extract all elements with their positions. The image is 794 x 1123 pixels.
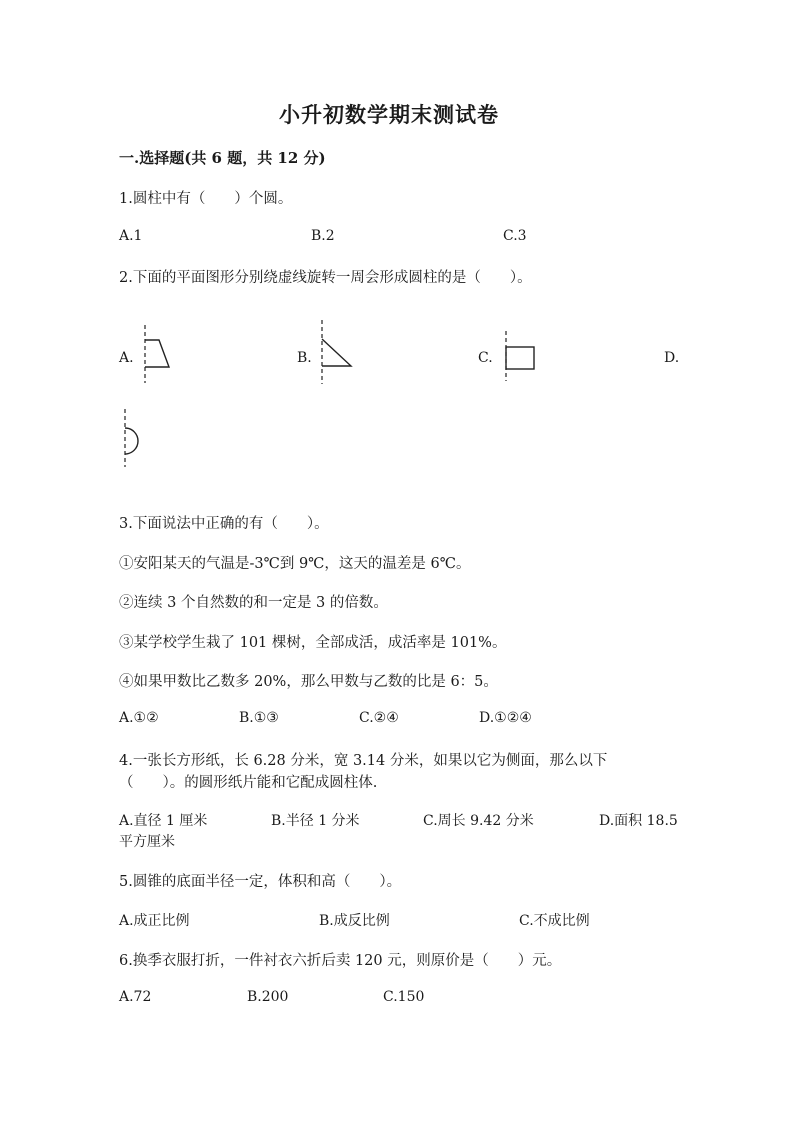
q2-figure-b-triangle [315, 320, 355, 386]
question-5-stem: 5.圆锥的底面半径一定，体积和高（ ）。 [119, 874, 402, 890]
q1-option-c: C.3 [503, 228, 527, 244]
q3-option-d: D.①②④ [479, 710, 532, 726]
question-1-stem: 1.圆柱中有（ ）个圆。 [119, 191, 293, 207]
q4-option-a: A.直径 1 厘米 [119, 813, 208, 829]
q5-option-a: A.成正比例 [119, 913, 190, 929]
q4-option-c: C.周长 9.42 分米 [423, 813, 534, 829]
q3-statement-3: ③某学校学生栽了 101 棵树，全部成活，成活率是 101%。 [119, 635, 507, 651]
question-6-stem: 6.换季衣服打折，一件衬衣六折后卖 120 元，则原价是（ ）元。 [119, 953, 562, 969]
q5-option-b: B.成反比例 [319, 913, 390, 929]
q4-option-b: B.半径 1 分米 [271, 813, 360, 829]
q3-statement-1: ①安阳某天的气温是-3℃到 9℃，这天的温差是 6℃。 [119, 556, 471, 572]
section-heading: 一.选择题(共 6 题，共 12 分) [119, 149, 326, 167]
q5-option-c: C.不成比例 [519, 913, 590, 929]
q4-option-d-wrap: 平方厘米 [119, 834, 175, 850]
q1-option-a: A.1 [119, 228, 143, 244]
page-title: 小升初数学期末测试卷 [279, 102, 499, 127]
question-2-stem: 2.下面的平面图形分别绕虚线旋转一周会形成圆柱的是（ ）。 [119, 270, 532, 286]
q2-option-d: D. [664, 350, 680, 366]
question-4-stem-line2: （ ）。的圆形纸片能和它配成圆柱体. [119, 775, 378, 791]
q3-option-a: A.①② [119, 710, 159, 726]
q6-option-c: C.150 [383, 989, 425, 1005]
q4-option-d: D.面积 18.5 [599, 813, 678, 829]
q3-statement-4: ④如果甲数比乙数多 20%，那么甲数与乙数的比是 6：5。 [119, 674, 498, 690]
q6-option-a: A.72 [119, 989, 152, 1005]
q2-figure-c-rectangle [500, 331, 540, 381]
q2-option-a: A. [119, 350, 134, 366]
q1-option-b: B.2 [311, 228, 335, 244]
q3-option-b: B.①③ [239, 710, 279, 726]
q6-option-b: B.200 [247, 989, 289, 1005]
q3-statement-2: ②连续 3 个自然数的和一定是 3 的倍数。 [119, 595, 388, 611]
q2-figure-a-trapezoid [138, 325, 178, 385]
q2-option-c: C. [478, 350, 493, 366]
q2-option-b: B. [297, 350, 312, 366]
q3-option-c: C.②④ [359, 710, 399, 726]
question-4-stem-line1: 4.一张长方形纸，长 6.28 分米，宽 3.14 分米，如果以它为侧面，那么以下 [119, 753, 608, 769]
q2-figure-d-semicircle [119, 409, 149, 469]
question-3-stem: 3.下面说法中正确的有（ ）。 [119, 516, 329, 532]
